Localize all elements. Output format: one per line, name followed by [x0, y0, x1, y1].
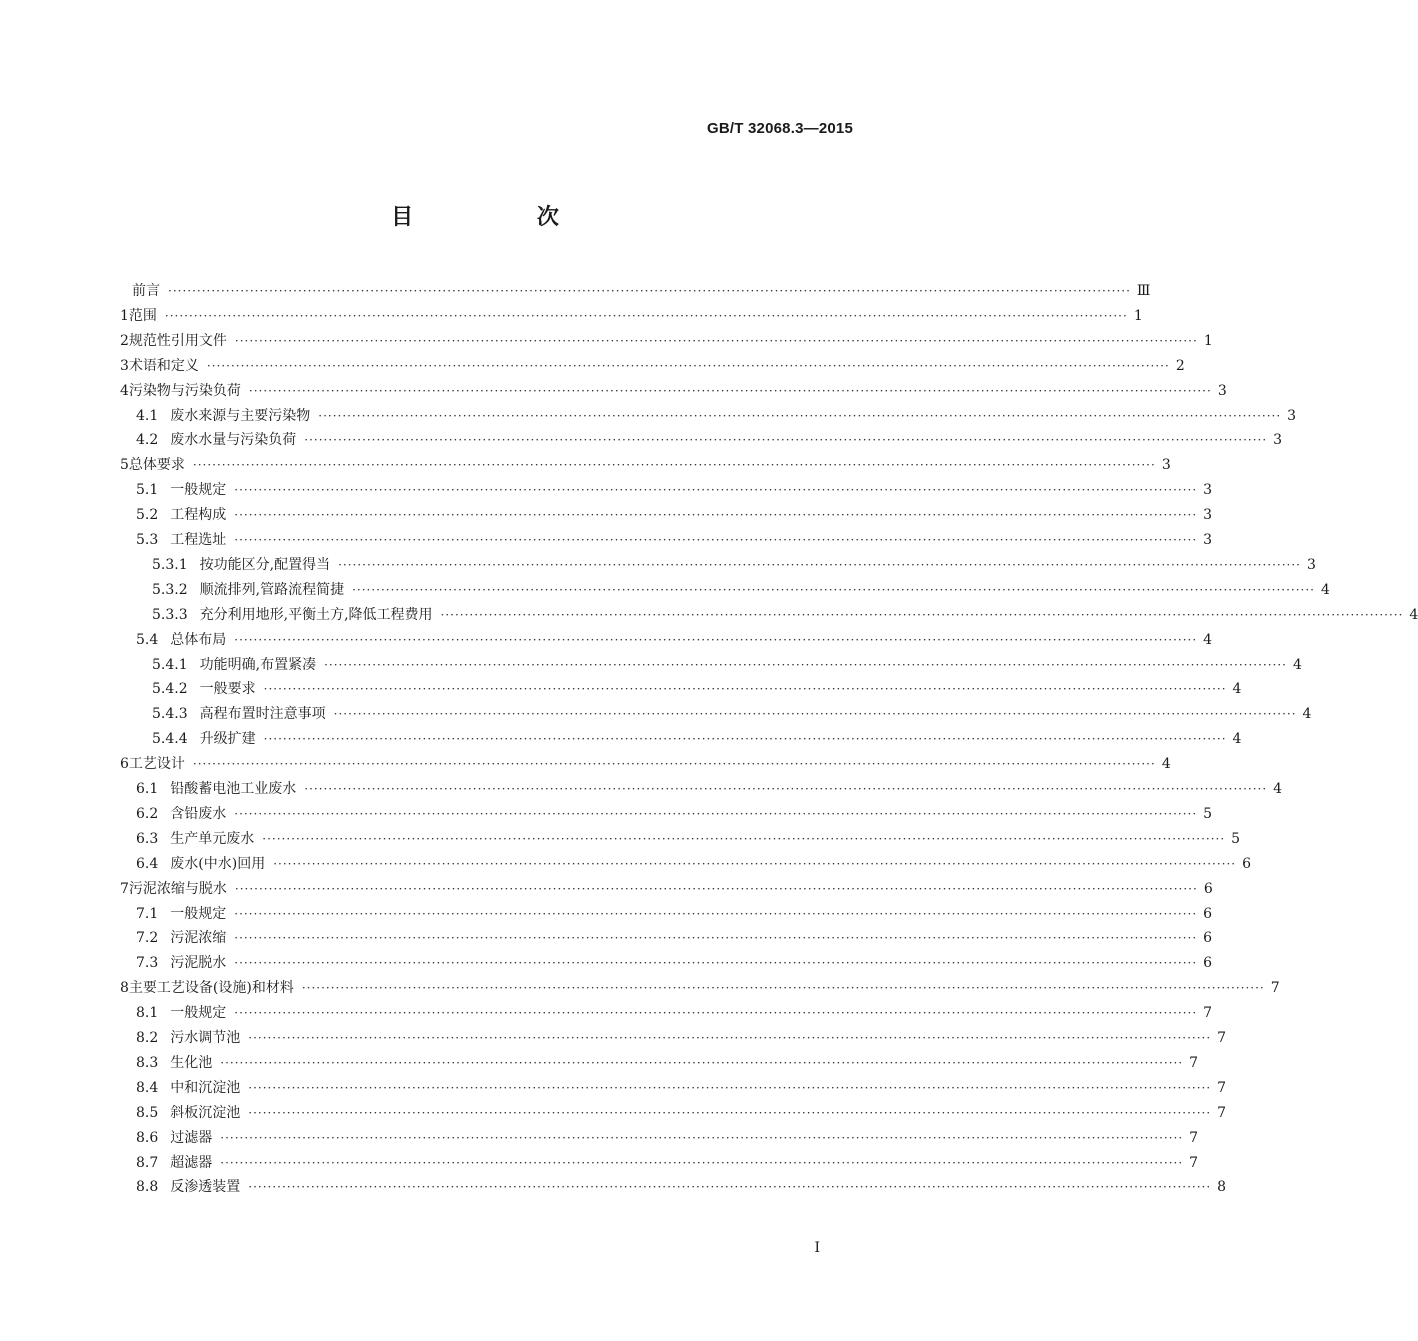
toc-entry-page: 6	[1203, 880, 1213, 897]
toc-entry-label: 铅酸蓄电池工业废水	[170, 781, 297, 797]
toc-entry-number: 5.4	[136, 631, 159, 648]
toc-entry-label: 反渗透装置	[170, 1179, 241, 1196]
toc-entry[interactable]	[136, 1021, 1227, 1047]
toc-entry-page: 4	[1273, 781, 1283, 797]
toc-entry[interactable]	[152, 722, 1242, 748]
toc-entry-page: Ⅲ	[1136, 283, 1151, 299]
toc-entry-label: 一般要求	[199, 681, 256, 698]
dot-leader: ········································································································································································································	[206, 358, 1170, 373]
dot-leader: ········································································································································································································	[324, 657, 1287, 672]
toc-entry[interactable]	[136, 623, 1213, 649]
toc-entry-number: 8.3	[136, 1054, 159, 1071]
toc-entry-label: 中和沉淀池	[170, 1079, 241, 1096]
toc-entry-page: 7	[1270, 980, 1280, 997]
dot-leader: ········································································································································································································	[220, 1055, 1184, 1070]
toc-entry-label: 废水水量与污染负荷	[170, 432, 297, 449]
toc-entry-label: 充分利用地形,平衡土方,降低工程费用	[199, 606, 433, 623]
toc-entry-page: 6	[1203, 955, 1213, 972]
toc-entry-number: 5	[120, 457, 129, 474]
toc-entry-label: 污水调节池	[170, 1030, 241, 1046]
toc-entry-page: 4	[1232, 681, 1242, 698]
toc-entry-page: 3	[1306, 556, 1316, 573]
dot-leader: ········································································································································································································	[338, 557, 1301, 572]
toc-entry[interactable]	[152, 648, 1302, 674]
toc-entry-label: 污泥浓缩与脱水	[128, 880, 227, 897]
toc-entry-number: 4.2	[136, 432, 159, 449]
toc-entry-number: 5.4.4	[152, 731, 188, 748]
dot-leader: ········································································································································································································	[304, 433, 1268, 448]
dot-leader: ········································································································································································································	[234, 508, 1198, 523]
toc-entry-number: 5.4.3	[152, 706, 188, 723]
toc-entry-number: 7.3	[136, 955, 159, 972]
dot-leader: ········································································································································································································	[220, 1130, 1184, 1145]
toc-entry-number: 8.7	[136, 1154, 159, 1171]
toc-entry[interactable]	[136, 423, 1283, 449]
toc-entry-page: 3	[1217, 382, 1227, 399]
toc-entry-page: 7	[1189, 1054, 1199, 1071]
toc-entry[interactable]	[152, 672, 1242, 698]
toc-entry-label: 主要工艺设备(设施)和材料	[128, 980, 294, 997]
toc-entry[interactable]	[136, 1046, 1199, 1072]
toc-entry-number: 5.4.2	[152, 681, 188, 698]
toc-entry-page: 7	[1203, 1005, 1213, 1022]
toc-entry-page: 7	[1217, 1104, 1227, 1121]
toc-entry[interactable]	[136, 523, 1213, 549]
toc-entry[interactable]	[136, 797, 1213, 823]
toc-entry-number: 8.2	[136, 1030, 159, 1046]
toc-entry[interactable]	[136, 1121, 1199, 1147]
toc-entry-number: 5.2	[136, 507, 159, 524]
toc-entry-number: 7.2	[136, 930, 159, 947]
toc-entry-number: 3	[120, 357, 129, 374]
toc-entry[interactable]	[152, 697, 1312, 723]
toc-entry-page: 4	[1161, 756, 1171, 773]
toc-entry-page: 1	[1203, 332, 1213, 349]
toc-entry-page: 4	[1409, 606, 1418, 623]
dot-leader: ········································································································································································································	[234, 956, 1198, 971]
toc-entry[interactable]	[152, 573, 1330, 599]
toc-entry-label: 一般规定	[170, 482, 227, 499]
toc-entry[interactable]	[120, 971, 1280, 997]
toc-entry-label: 超滤器	[170, 1154, 213, 1171]
toc-entry-number: 5.3	[136, 532, 159, 548]
dot-leader: ········································································································································································································	[234, 632, 1198, 647]
toc-entry-label: 功能明确,布置紧凑	[199, 656, 317, 673]
toc-entry-page: 4	[1232, 731, 1242, 748]
dot-leader: ········································································································································································································	[220, 1155, 1184, 1170]
toc-entry-label: 升级扩建	[199, 731, 256, 748]
toc-entry-label: 顺流排列,管路流程简捷	[199, 581, 345, 598]
dot-leader: ········································································································································································································	[248, 1105, 1212, 1120]
dot-leader: ········································································································································································································	[164, 308, 1128, 323]
toc-entry[interactable]	[136, 921, 1213, 947]
toc-entry-number: 4.1	[136, 407, 159, 424]
toc-entry-label: 按功能区分,配置得当	[199, 556, 331, 573]
toc-entry-page: 6	[1242, 855, 1252, 872]
toc-entry-page: 2	[1175, 357, 1185, 374]
toc-entry-number: 1	[120, 307, 129, 324]
toc-entry-number: 5.3.2	[152, 581, 188, 598]
toc-entry-number: 6.4	[136, 855, 159, 872]
toc-entry-page: 3	[1287, 407, 1297, 424]
toc-entry[interactable]	[120, 872, 1213, 898]
toc-entry-number: 8.6	[136, 1129, 159, 1146]
toc-entry-number: 8	[120, 980, 129, 997]
toc-entry-number: 5.1	[136, 482, 159, 499]
toc-entry-page: 6	[1203, 905, 1213, 922]
toc-entry-page: 3	[1203, 507, 1213, 524]
toc-entry-label: 污泥浓缩	[170, 930, 227, 947]
toc-entry-page: 7	[1217, 1030, 1227, 1046]
toc-entry[interactable]	[136, 897, 1213, 923]
toc-entry-label: 规范性引用文件	[128, 332, 227, 349]
toc-entry-page: 3	[1203, 482, 1213, 499]
toc-entry-label: 工程构成	[170, 507, 227, 524]
dot-leader: ········································································································································································································	[304, 782, 1268, 796]
toc-entry-page: 5	[1203, 805, 1213, 822]
toc-entry-number: 2	[120, 332, 129, 349]
toc-entry[interactable]	[136, 473, 1213, 499]
page-number: I	[814, 1240, 820, 1256]
toc-entry-page: 5	[1231, 830, 1241, 847]
toc-entry-number: 6	[120, 756, 129, 773]
toc-entry-page: 6	[1203, 930, 1213, 947]
toc-entry-number: 8.8	[136, 1179, 159, 1196]
toc-entry[interactable]	[136, 1146, 1199, 1172]
dot-leader: ········································································································································································································	[234, 881, 1198, 896]
toc-entry-label: 废水(中水)回用	[170, 855, 266, 872]
dot-leader: ········································································································································································································	[192, 757, 1156, 772]
toc-entry-number: 6.2	[136, 805, 159, 822]
toc-entry-number: 8.4	[136, 1079, 159, 1096]
dot-leader: ········································································································································································································	[234, 806, 1198, 821]
toc-entry[interactable]	[136, 1071, 1227, 1097]
toc-entry-label: 生化池	[170, 1054, 213, 1071]
toc-entry[interactable]	[120, 324, 1213, 350]
toc-entry-number: 5.3.3	[152, 606, 188, 623]
toc-entry-label: 前言	[132, 283, 160, 299]
dot-leader: ········································································································································································································	[234, 1006, 1198, 1021]
toc-entry-page: 7	[1189, 1129, 1199, 1146]
toc-entry-page: 8	[1217, 1179, 1227, 1196]
toc-entry[interactable]	[120, 349, 1185, 375]
toc-entry-number: 8.1	[136, 1005, 159, 1022]
toc-entry-page: 3	[1203, 532, 1213, 548]
dot-leader: ········································································································································································································	[192, 458, 1156, 473]
toc-entry-label: 高程布置时注意事项	[199, 706, 326, 723]
toc-entry-label: 总体布局	[170, 631, 227, 648]
toc-entry[interactable]	[136, 822, 1241, 848]
toc-entry-label: 工程选址	[170, 532, 227, 548]
toc-entry[interactable]	[120, 448, 1171, 474]
toc-entry-label: 范围	[128, 307, 157, 324]
dot-leader: ········································································································································································································	[248, 1180, 1212, 1195]
toc-entry-label: 工艺设计	[128, 756, 185, 773]
toc-entry-label: 一般规定	[170, 905, 227, 922]
toc-entry-page: 7	[1189, 1154, 1199, 1171]
toc-entry[interactable]	[152, 548, 1316, 574]
toc-entry[interactable]	[120, 299, 1143, 325]
toc-entry-label: 污染物与污染负荷	[128, 382, 241, 399]
toc-entry-page: 4	[1302, 706, 1312, 723]
toc-entry[interactable]	[120, 274, 1151, 300]
toc-entry-number: 7	[120, 880, 129, 897]
toc-entry-page: 3	[1273, 432, 1283, 449]
dot-leader: ········································································································································································································	[262, 831, 1226, 846]
dot-leader: ········································································································································································································	[234, 483, 1198, 498]
toc-entry-label: 废水来源与主要污染物	[170, 407, 311, 424]
dot-leader: ········································································································································································································	[234, 906, 1198, 921]
toc-entry-page: 4	[1292, 656, 1302, 673]
toc-entry[interactable]	[136, 399, 1297, 425]
toc-entry-label: 总体要求	[128, 457, 185, 474]
dot-leader: ········································································································································································································	[248, 383, 1212, 398]
toc-entry-number: 8.5	[136, 1104, 159, 1121]
dot-leader: ········································································································································································································	[440, 607, 1404, 622]
toc-entry[interactable]	[120, 747, 1171, 773]
toc-entry-number: 5.3.1	[152, 556, 188, 573]
toc-entry-number: 6.1	[136, 781, 159, 797]
toc-entry-label: 斜板沉淀池	[170, 1104, 241, 1121]
dot-leader: ········································································································································································································	[234, 533, 1198, 547]
toc-entry[interactable]	[136, 498, 1213, 524]
dot-leader: ········································································································································································································	[318, 408, 1282, 423]
toc-entry-page: 7	[1217, 1079, 1227, 1096]
dot-leader: ········································································································································································································	[248, 1080, 1212, 1095]
toc-entry-page: 4	[1320, 581, 1330, 598]
toc-entry-label: 污泥脱水	[170, 955, 227, 972]
toc-entry[interactable]	[120, 374, 1227, 400]
dot-leader: ········································································································································································································	[248, 1031, 1212, 1045]
toc-entry[interactable]	[136, 1096, 1227, 1122]
dot-leader: ········································································································································································································	[263, 682, 1227, 697]
dot-leader: ········································································································································································································	[352, 582, 1315, 597]
toc-entry-page: 4	[1203, 631, 1213, 648]
dot-leader: ········································································································································································································	[234, 333, 1198, 348]
toc-entry-page: 1	[1133, 307, 1143, 324]
toc-entry-page: 3	[1161, 457, 1171, 474]
standard-code: GB/T 32068.3—2015	[707, 120, 853, 137]
dot-leader: ········································································································································································································	[234, 931, 1198, 946]
dot-leader: ········································································································································································································	[168, 284, 1131, 298]
dot-leader: ········································································································································································································	[273, 856, 1237, 871]
toc-entry[interactable]	[136, 847, 1252, 873]
dot-leader: ········································································································································································································	[263, 732, 1227, 747]
toc-entry-label: 过滤器	[170, 1129, 213, 1146]
toc-entry-label: 含铅废水	[170, 805, 227, 822]
toc-entry[interactable]	[136, 772, 1283, 798]
toc-entry[interactable]	[152, 598, 1418, 624]
toc-entry-number: 4	[120, 382, 129, 399]
toc-entry[interactable]	[136, 1170, 1227, 1196]
toc-entry-label: 生产单元废水	[170, 830, 255, 847]
toc-entry-number: 6.3	[136, 830, 159, 847]
dot-leader: ········································································································································································································	[333, 707, 1297, 722]
toc-entry-number: 7.1	[136, 905, 159, 922]
page-title: 目 次	[391, 205, 617, 230]
toc-entry[interactable]	[136, 946, 1213, 972]
toc-entry-label: 术语和定义	[128, 357, 199, 374]
toc-entry-label: 一般规定	[170, 1005, 227, 1022]
dot-leader: ········································································································································································································	[301, 981, 1265, 996]
toc-entry[interactable]	[136, 996, 1213, 1022]
toc-entry-number: 5.4.1	[152, 656, 188, 673]
